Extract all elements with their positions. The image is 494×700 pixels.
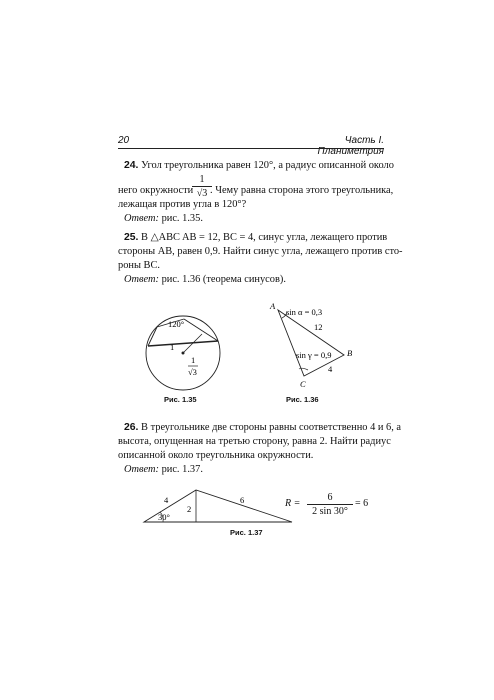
side-4-label: 4 [328, 364, 333, 374]
radius-den: √3 [188, 367, 197, 377]
problem-26-line2: высота, опущенная на третью сторону, равна 2. Найти радиус [118, 436, 391, 447]
figure-1-36 [262, 300, 362, 392]
vertex-a: A [270, 301, 276, 311]
fraction-bar [192, 186, 212, 187]
answer-text: рис. 1.37. [158, 464, 203, 475]
problem-24-line2b: . Чему равна сторона этого треугольника, [210, 185, 394, 196]
answer-label: Ответ: [124, 464, 159, 475]
vertex-c: C [300, 379, 306, 389]
radius-num: 1 [191, 355, 196, 365]
problem-24-line3: лежащая против угла в 120°? [118, 199, 247, 210]
problem-24-line2 [118, 184, 193, 198]
answer-label: Ответ: [124, 274, 159, 285]
side-4-label: 4 [164, 495, 169, 505]
problem-24-answer [124, 212, 203, 226]
center-point [182, 352, 185, 355]
problem-26-line3: описанной около треугольника окружности. [118, 450, 314, 461]
problem-24-line1 [124, 159, 394, 173]
page-number: 20 [118, 135, 130, 146]
problem-26-number: 26. [124, 422, 139, 433]
fraction-numerator: 1 [199, 174, 205, 185]
figure-1-35 [140, 305, 230, 395]
answer-label: Ответ: [124, 213, 159, 224]
formula-denominator: 2 sin 30° [312, 506, 348, 517]
problem-25-answer [124, 273, 286, 287]
answer-text: рис. 1.36 (теорема синусов). [158, 274, 286, 285]
height-2-label: 2 [187, 504, 192, 514]
problem-25-text: В △ABC AB = 12, BC = 4, синус угла, лежащего против [138, 232, 388, 243]
fraction-denominator: √3 [196, 188, 208, 199]
problem-26-line1 [124, 421, 401, 435]
angle-120-label: 120° [168, 319, 185, 329]
caption-1-35: Рис. 1.35 [164, 395, 197, 404]
running-header: Часть I. Планиметрия [317, 135, 384, 157]
formula-lhs: R = [285, 498, 301, 509]
figure-1-37 [140, 484, 300, 528]
header-rule [118, 148, 384, 149]
problem-24-fraction [192, 174, 212, 199]
problem-25-line1 [124, 231, 387, 245]
angle-c-arc [299, 368, 308, 370]
formula-numerator: 6 [327, 492, 333, 503]
formula-fraction [307, 492, 353, 517]
caption-1-37: Рис. 1.37 [230, 528, 263, 537]
caption-1-36: Рис. 1.36 [286, 395, 319, 404]
chord-bold [148, 341, 218, 346]
chord-right [184, 319, 218, 341]
angle-30-label: 30° [158, 512, 170, 522]
problem-26-text: В треугольнике две стороны равны соответственно 4 и 6, а [138, 422, 402, 433]
problem-25-number: 25. [124, 232, 139, 243]
formula-bar [307, 504, 353, 505]
side-6-label: 6 [240, 495, 245, 505]
vertex-b: B [347, 348, 353, 358]
problem-26-answer [124, 463, 203, 477]
formula-result: = 6 [355, 498, 369, 509]
label-one: 1 [170, 342, 175, 352]
answer-text: рис. 1.35. [158, 213, 203, 224]
triangle-abc [278, 310, 344, 376]
problem-25-line2: стороны AB, равен 0,9. Найти синус угла, лежащего против сто- [118, 246, 403, 257]
problem-24-text: Угол треугольника равен 120°, а радиус описанной около [141, 160, 394, 171]
sin-gamma-label: sin γ = 0,9 [296, 350, 332, 360]
problem-24-text2a: него окружности [118, 185, 194, 196]
problem-24-number: 24. [124, 160, 139, 171]
sin-alpha-label: sin α = 0,3 [286, 307, 323, 317]
side-12-label: 12 [314, 322, 323, 332]
problem-25-line3: роны BC. [118, 260, 160, 271]
chord-side [148, 327, 157, 346]
